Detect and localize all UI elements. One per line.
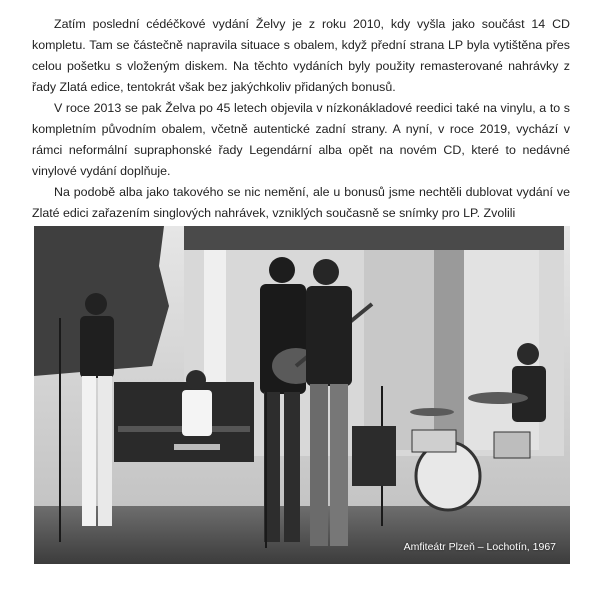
guitarist-left-leg bbox=[82, 376, 96, 526]
photo-caption: Amfiteátr Plzeň – Lochotín, 1967 bbox=[403, 541, 556, 553]
paragraph-2: V roce 2013 se pak Želva po 45 letech objevila v nízkonákladové reedici také na vinylu, a to s kompletním původním obalem, včetně autentické zadní strany. A nyní, v roce 2019, vychází v rámci neformální supraphonské řady Legendární alba opět na novém CD, které to nedávné vinylové vydání doplňuje. bbox=[32, 101, 570, 178]
guitarist-right-leg bbox=[310, 384, 328, 546]
amplifier bbox=[352, 426, 396, 486]
column-shadow bbox=[434, 250, 464, 450]
cymbal bbox=[468, 392, 528, 404]
column bbox=[364, 250, 434, 450]
hihat bbox=[410, 408, 454, 416]
guitarist-right-head bbox=[313, 259, 339, 285]
floor-tom bbox=[494, 432, 530, 458]
singer-head bbox=[269, 257, 295, 283]
drummer-head bbox=[517, 343, 539, 365]
paragraph-3: Na podobě alba jako takového se nic nemění, ale u bonusů jsme nechtěli dublovat vydání ve Zlaté edici zařazením singlových nahrávek, vzniklých současně se snímky pro LP. Zvolili bbox=[32, 185, 570, 220]
tom-drum bbox=[412, 430, 456, 452]
singer-leg bbox=[284, 392, 300, 542]
band-photo bbox=[34, 226, 570, 564]
guitarist-left-shirt bbox=[80, 316, 114, 378]
guitarist-left-leg bbox=[98, 376, 112, 526]
pianist-head bbox=[186, 370, 206, 390]
band-photo-illustration bbox=[34, 226, 570, 564]
guitarist-left-head bbox=[85, 293, 107, 315]
guitarist-right-leg bbox=[330, 384, 348, 546]
body-text bbox=[32, 14, 570, 224]
guitarist-right-body bbox=[306, 286, 352, 386]
stool bbox=[174, 444, 220, 450]
stage-floor bbox=[34, 506, 570, 564]
paragraph-1: Zatím poslední cédéčkové vydání Želvy je z roku 2010, kdy vyšla jako součást 14 CD kompletu. Tam se částečně napravila situace s obalem, když přední strana LP byla vytištěna přes celou pošetku s vloženým diskem. Na těchto vydáních byly použity remasterované nahrávky z řady Zlatá edice, tentokrát však bez jakýchkoliv přidaných bonusů. bbox=[32, 17, 570, 94]
building-roof bbox=[184, 226, 564, 250]
pianist-body bbox=[182, 390, 212, 436]
